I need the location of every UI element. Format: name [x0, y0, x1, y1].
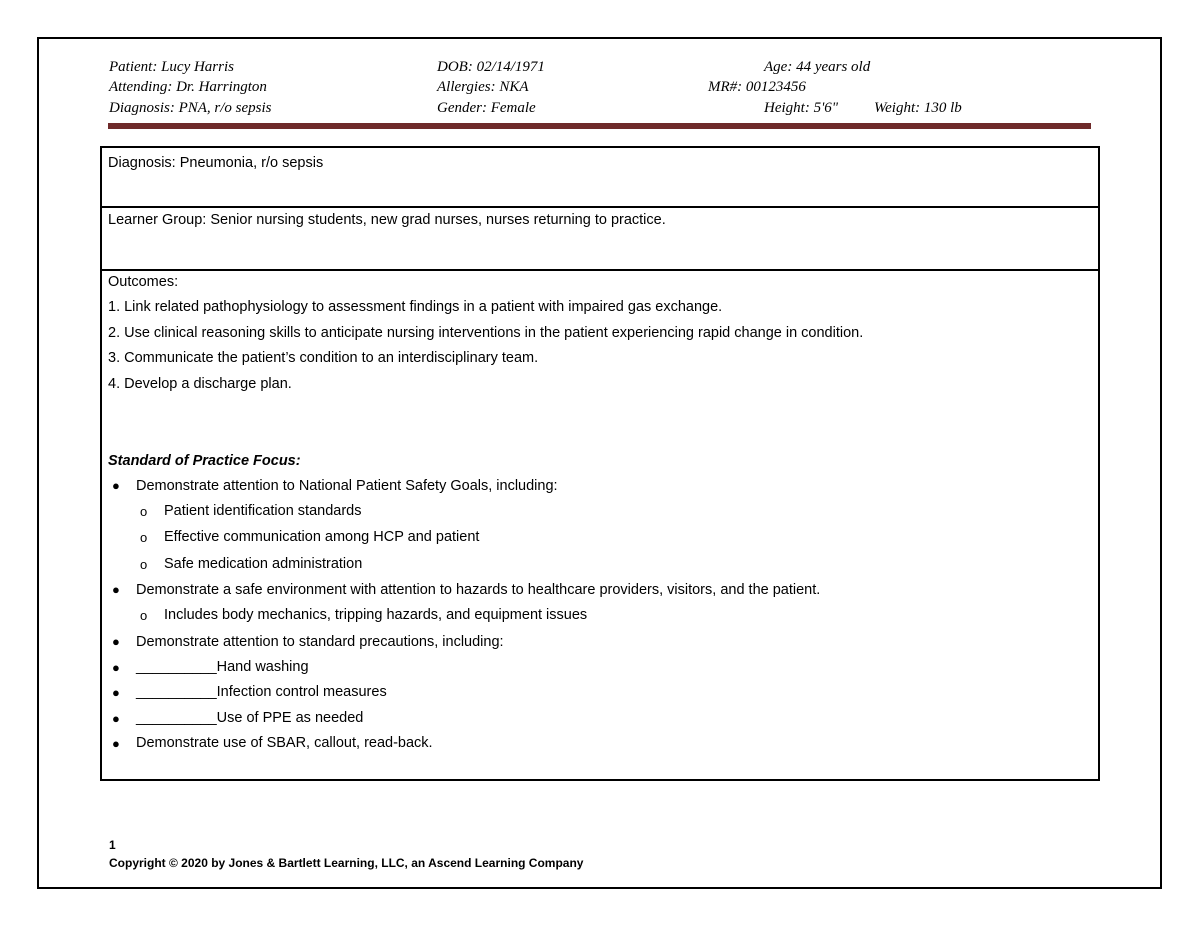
bullet-icon: ● — [112, 711, 120, 726]
patient-name: Patient: Lucy Harris — [109, 59, 234, 75]
outcome-item: 1. Link related pathophysiology to assessment findings in a patient with impaired gas exchange. — [108, 299, 723, 315]
bullet-icon: ● — [112, 685, 120, 700]
learner-group-text: Learner Group: Senior nursing students, new grad nurses, nurses returning to practice. — [108, 212, 666, 228]
sub-bullet-text: Safe medication administration — [164, 556, 363, 572]
header-diagnosis: Diagnosis: PNA, r/o sepsis — [109, 100, 272, 116]
circle-bullet-icon: o — [140, 557, 148, 572]
outcomes-heading: Outcomes: — [108, 274, 179, 290]
bullet-icon: ● — [112, 660, 120, 675]
attending-physician: Attending: Dr. Harrington — [109, 79, 267, 95]
circle-bullet-icon: o — [140, 504, 148, 519]
standard-heading: Standard of Practice Focus: — [108, 453, 301, 469]
circle-bullet-icon: o — [140, 530, 148, 545]
circle-bullet-icon: o — [140, 608, 148, 623]
bullet-text: Demonstrate use of SBAR, callout, read-back. — [136, 735, 433, 751]
height: Height: 5'6" — [764, 100, 839, 116]
header-rule — [108, 123, 1091, 129]
allergies: Allergies: NKA — [437, 79, 529, 95]
outcome-item: 2. Use clinical reasoning skills to anticipate nursing interventions in the patient experiencing rapid change in condition. — [108, 325, 864, 341]
diagnosis-text: Diagnosis: Pneumonia, r/o sepsis — [108, 155, 324, 171]
checklist-item: __________Infection control measures — [136, 684, 387, 700]
bullet-icon: ● — [112, 582, 120, 597]
outcomes-cell — [100, 269, 1100, 781]
bullet-icon: ● — [112, 736, 120, 751]
bullet-icon: ● — [112, 478, 120, 493]
sub-bullet-text: Effective communication among HCP and patient — [164, 529, 480, 545]
outcome-item: 3. Communicate the patient’s condition to an interdisciplinary team. — [108, 350, 539, 366]
bullet-icon: ● — [112, 634, 120, 649]
bullet-text: Demonstrate a safe environment with attention to hazards to healthcare providers, visitors, and the patient. — [136, 582, 821, 598]
sub-bullet-text: Includes body mechanics, tripping hazards, and equipment issues — [164, 607, 588, 623]
gender: Gender: Female — [437, 100, 536, 116]
sub-bullet-text: Patient identification standards — [164, 503, 362, 519]
outcome-item: 4. Develop a discharge plan. — [108, 376, 292, 392]
copyright-notice: Copyright © 2020 by Jones & Bartlett Learning, LLC, an Ascend Learning Company — [109, 856, 584, 870]
checklist-item: __________Use of PPE as needed — [136, 710, 364, 726]
age: Age: 44 years old — [764, 59, 871, 75]
medical-record-number: MR#: 00123456 — [708, 79, 806, 95]
dob: DOB: 02/14/1971 — [437, 59, 545, 75]
weight: Weight: 130 lb — [874, 100, 962, 116]
page-number: 1 — [109, 838, 116, 852]
checklist-item: __________Hand washing — [136, 659, 309, 675]
bullet-text: Demonstrate attention to standard precautions, including: — [136, 634, 504, 650]
bullet-text: Demonstrate attention to National Patient Safety Goals, including: — [136, 478, 558, 494]
